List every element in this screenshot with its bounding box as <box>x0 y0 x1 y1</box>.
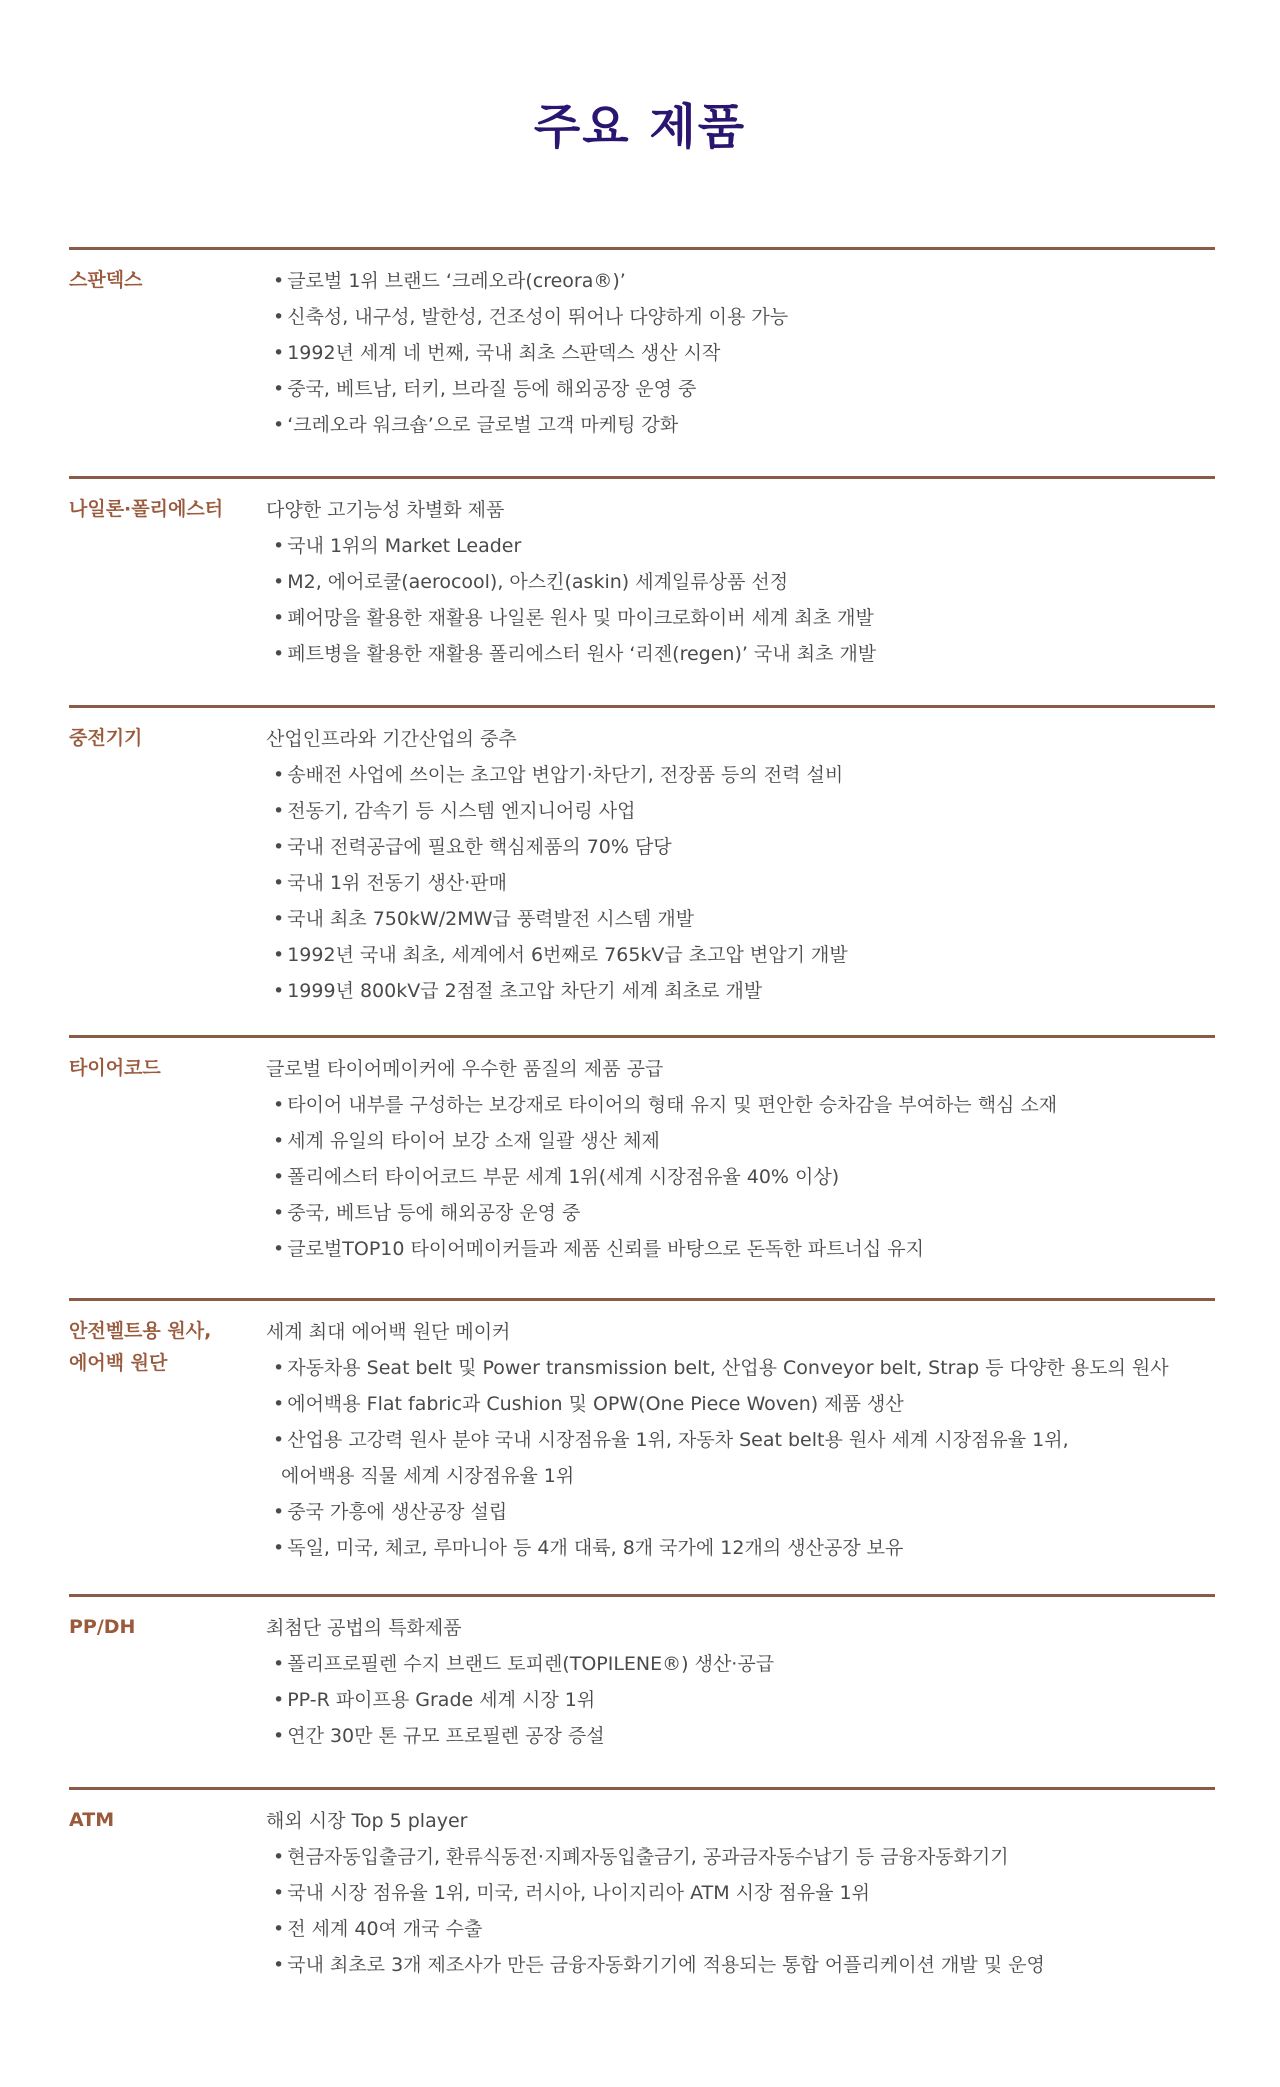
section-seatbelt-airbag <box>69 1298 1215 1594</box>
section-label: 안전벨트용 원사, 에어백 원단 <box>69 1320 212 1374</box>
list-item: • 전 세계 40여 개국 수출 <box>266 1911 1215 1947</box>
section-spandex <box>69 247 1215 476</box>
list-item: • 국내 시장 점유율 1위, 미국, 러시아, 나이지리아 ATM 시장 점유율 1위 <box>266 1875 1215 1911</box>
list-item: • 중국, 베트남 등에 해외공장 운영 중 <box>266 1195 1215 1231</box>
section-intro: 산업인프라와 기간산업의 중추 <box>266 728 517 750</box>
section-pp-dh <box>69 1594 1215 1787</box>
list-item: • 타이어 내부를 구성하는 보강재로 타이어의 형태 유지 및 편안한 승차감을 부여하는 핵심 소재 <box>266 1087 1215 1123</box>
list-item: • 1999년 800kV급 2점절 초고압 차단기 세계 최초로 개발 <box>266 973 1215 1009</box>
section-intro: 해외 시장 Top 5 player <box>266 1810 468 1832</box>
section-tire-cord <box>69 1035 1215 1298</box>
list-item: • 신축성, 내구성, 발한성, 건조성이 뛰어나 다양하게 이용 가능 <box>266 299 1215 335</box>
list-item: • 독일, 미국, 체코, 루마니아 등 4개 대륙, 8개 국가에 12개의 생산공장 보유 <box>266 1530 1215 1566</box>
list-item: • 국내 최초 750kW/2MW급 풍력발전 시스템 개발 <box>266 901 1215 937</box>
section-intro: 글로벌 타이어메이커에 우수한 품질의 제품 공급 <box>266 1058 664 1080</box>
list-item: • 1992년 세계 네 번째, 국내 최초 스판덱스 생산 시작 <box>266 335 1215 371</box>
list-item: • PP-R 파이프용 Grade 세계 시장 1위 <box>266 1682 1215 1718</box>
list-item: • 전동기, 감속기 등 시스템 엔지니어링 사업 <box>266 793 1215 829</box>
section-nylon-polyester <box>69 476 1215 705</box>
list-item: • 폐어망을 활용한 재활용 나일론 원사 및 마이크로화이버 세계 최초 개발 <box>266 600 1215 636</box>
list-item: • 폴리프로필렌 수지 브랜드 토피렌(TOPILENE®) 생산·공급 <box>266 1646 1215 1682</box>
list-item: • 글로벌TOP10 타이어메이커들과 제품 신뢰를 바탕으로 돈독한 파트너십 유지 <box>266 1231 1215 1267</box>
list-item: • 글로벌 1위 브랜드 ‘크레오라(creora®)’ <box>266 263 1215 299</box>
list-item-continuation: 에어백용 직물 세계 시장점유율 1위 <box>281 1465 575 1487</box>
section-heavy-electric <box>69 705 1215 1035</box>
list-item: • 폴리에스터 타이어코드 부문 세계 1위(세계 시장점유율 40% 이상) <box>266 1159 1215 1195</box>
list-item: • 페트병을 활용한 재활용 폴리에스터 원사 ‘리젠(regen)’ 국내 최초 개발 <box>266 636 1215 672</box>
section-intro: 최첨단 공법의 특화제품 <box>266 1617 462 1639</box>
list-item: • 연간 30만 톤 규모 프로필렌 공장 증설 <box>266 1718 1215 1754</box>
section-label: 타이어코드 <box>69 1057 161 1079</box>
list-item: • 세계 유일의 타이어 보강 소재 일괄 생산 체제 <box>266 1123 1215 1159</box>
section-label: 중전기기 <box>69 727 143 749</box>
section-intro: 세계 최대 에어백 원단 메이커 <box>266 1321 511 1343</box>
list-item: • 산업용 고강력 원사 분야 국내 시장점유율 1위, 자동차 Seat belt용 원사 세계 시장점유율 1위, <box>266 1422 1215 1458</box>
section-atm <box>69 1787 1215 1990</box>
section-label: 나일론·폴리에스터 <box>69 498 224 520</box>
section-label: 스판덱스 <box>69 269 143 291</box>
list-item: • 국내 1위의 Market Leader <box>266 528 1215 564</box>
section-label: ATM <box>69 1809 115 1831</box>
section-label: PP/DH <box>69 1616 136 1638</box>
page-title: 주요 제품 <box>533 99 747 155</box>
list-item: • 1992년 국내 최초, 세계에서 6번째로 765kV급 초고압 변압기 개발 <box>266 937 1215 973</box>
list-item: • M2, 에어로쿨(aerocool), 아스킨(askin) 세계일류상품 선정 <box>266 564 1215 600</box>
section-intro: 다양한 고기능성 차별화 제품 <box>266 499 505 521</box>
list-item: • 송배전 사업에 쓰이는 초고압 변압기·차단기, 전장품 등의 전력 설비 <box>266 757 1215 793</box>
list-item: • 국내 최초로 3개 제조사가 만든 금융자동화기기에 적용되는 통합 어플리케이션 개발 및 운영 <box>266 1947 1215 1983</box>
product-sections <box>69 247 1215 1990</box>
list-item: • 국내 전력공급에 필요한 핵심제품의 70% 담당 <box>266 829 1215 865</box>
list-item: • 자동차용 Seat belt 및 Power transmission belt, 산업용 Conveyor belt, Strap 등 다양한 용도의 원사 <box>266 1350 1215 1386</box>
list-item: • 에어백용 Flat fabric과 Cushion 및 OPW(One Piece Woven) 제품 생산 <box>266 1386 1215 1422</box>
list-item: • 국내 1위 전동기 생산·판매 <box>266 865 1215 901</box>
list-item: • 현금자동입출금기, 환류식동전·지폐자동입출금기, 공과금자동수납기 등 금융자동화기기 <box>266 1839 1215 1875</box>
list-item: • 중국, 베트남, 터키, 브라질 등에 해외공장 운영 중 <box>266 371 1215 407</box>
list-item: • ‘크레오라 워크숍’으로 글로벌 고객 마케팅 강화 <box>266 407 1215 443</box>
list-item: • 중국 가흥에 생산공장 설립 <box>266 1494 1215 1530</box>
